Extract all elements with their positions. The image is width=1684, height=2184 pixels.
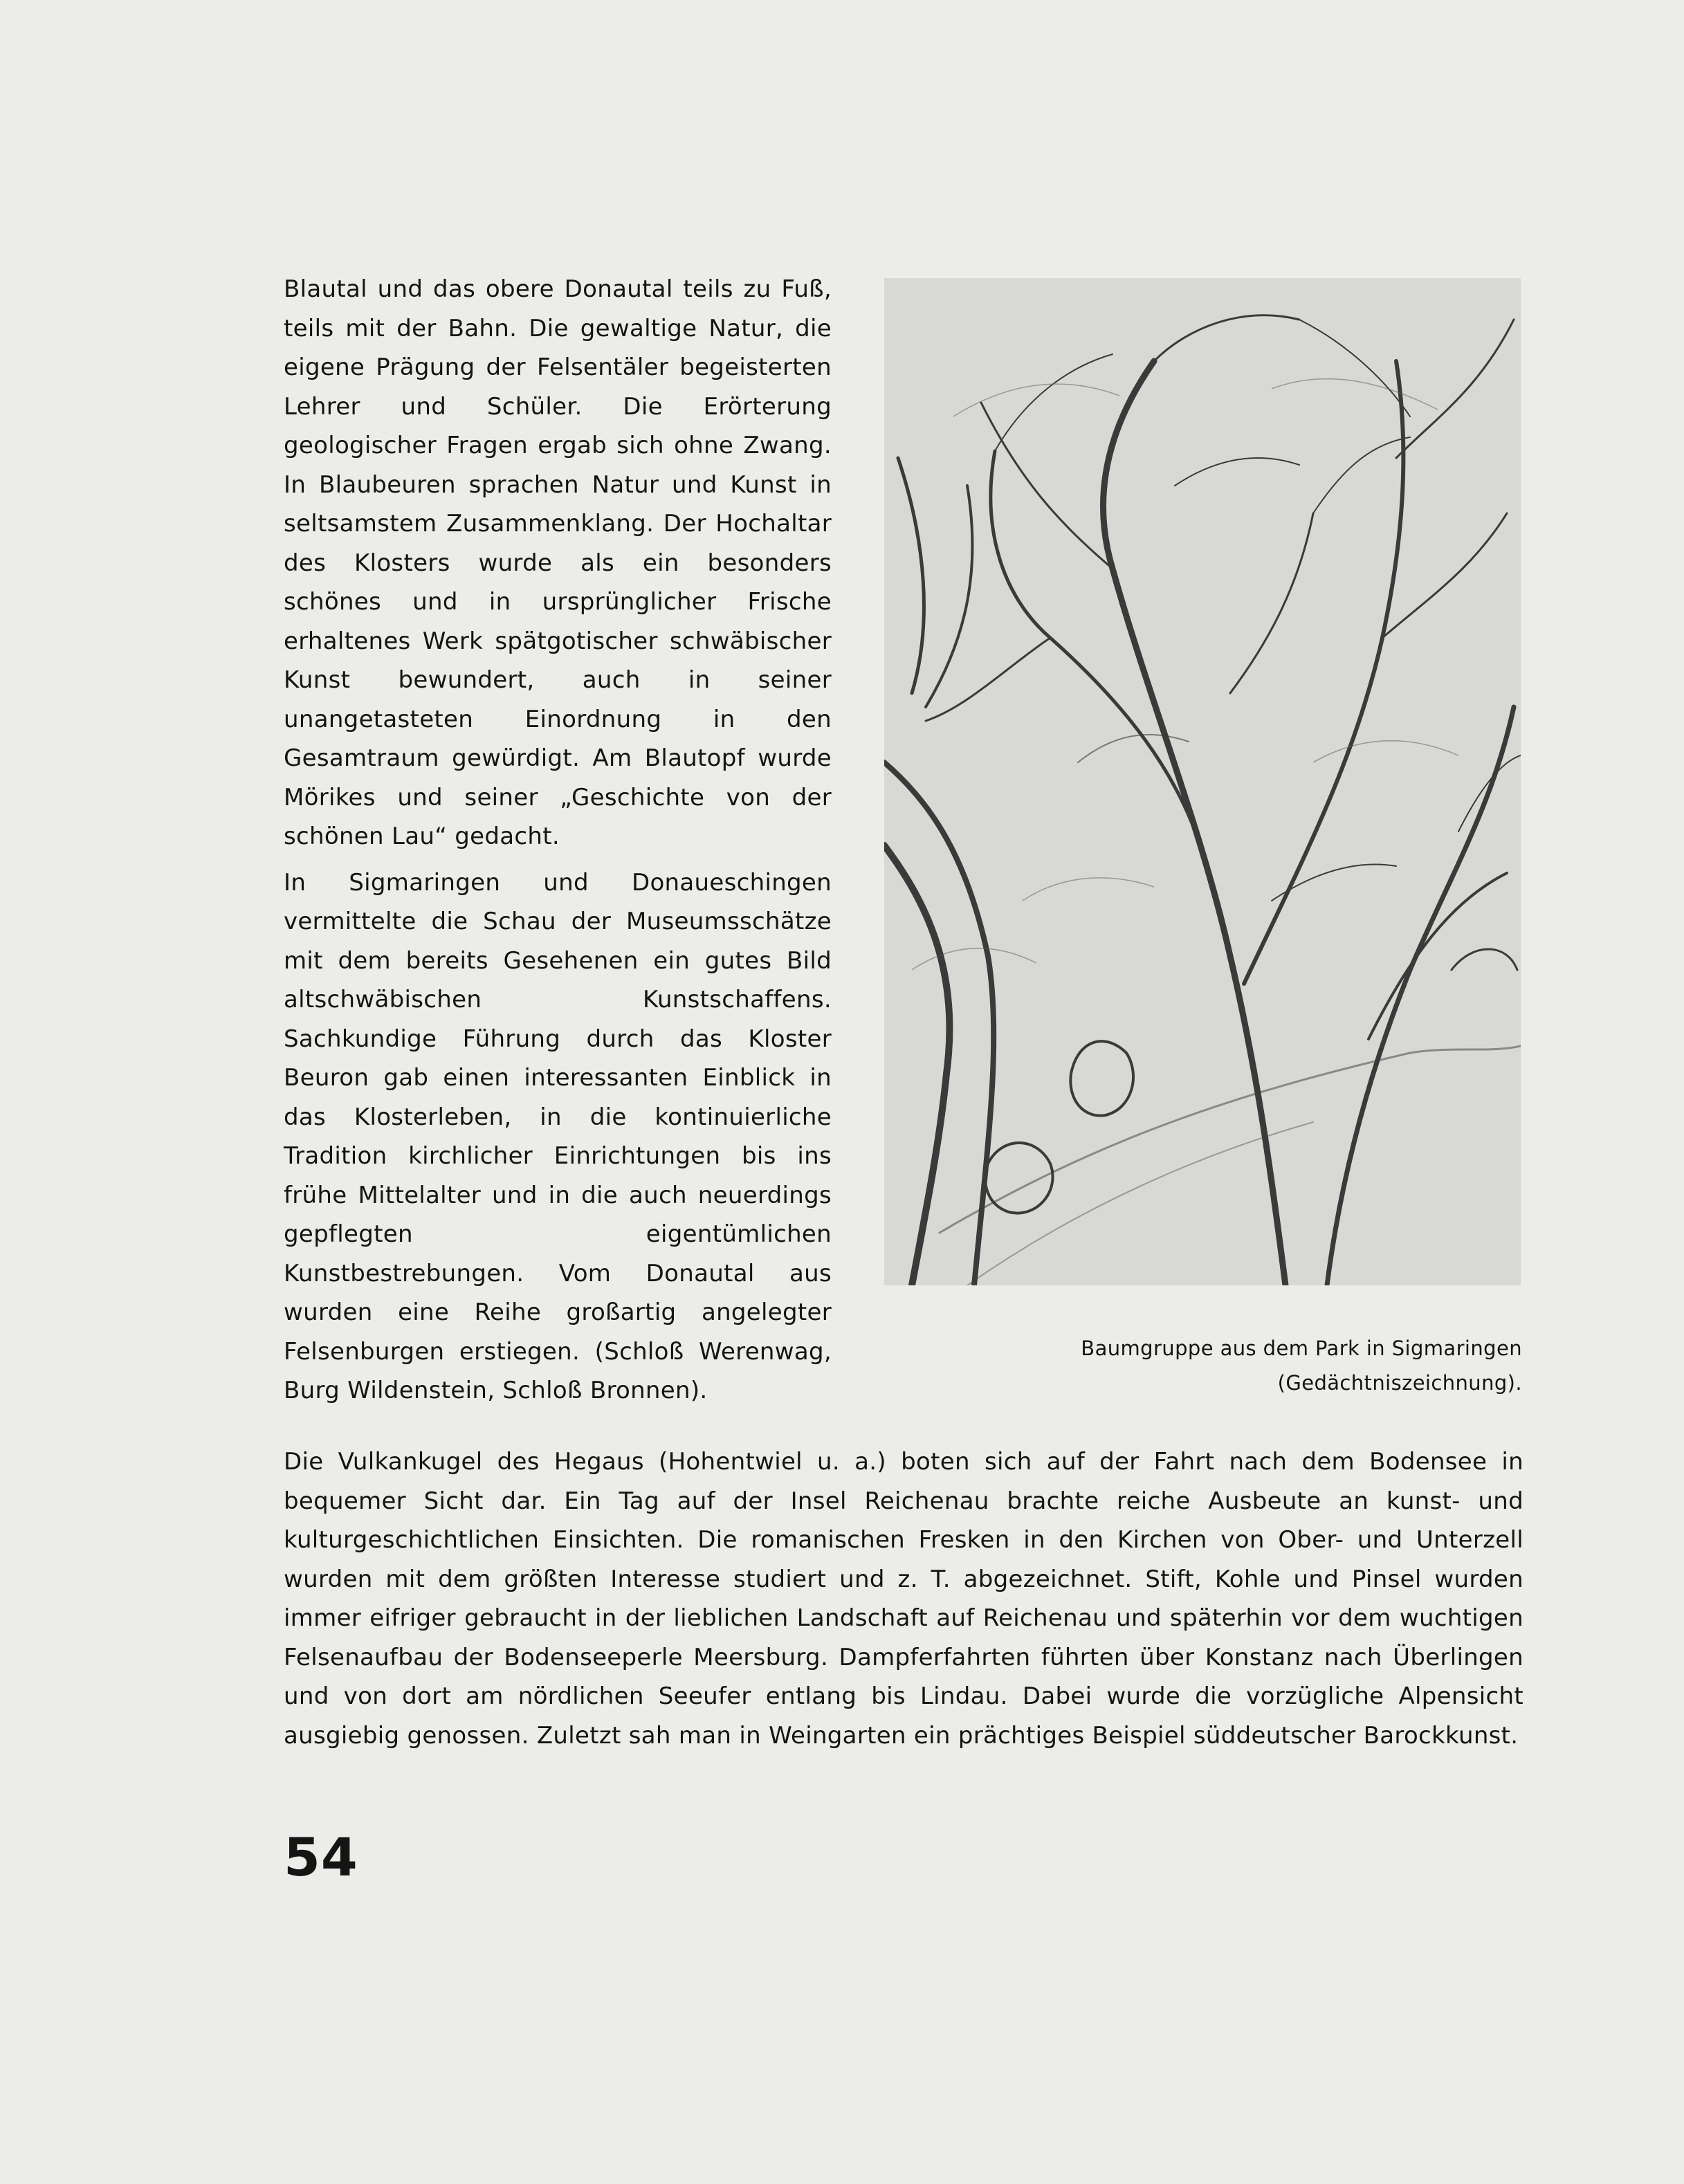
figure-caption [884, 1331, 1522, 1400]
paragraph: Blautal und das obere Donautal teils zu Fuß, teils mit der Bahn. Die gewaltige Natur, die eigene Prägung der Felsentäler begeisterten Lehrer und Schüler. Die Erörterung geologischer Fragen ergab sich ohne Zwang. In Blaubeuren sprachen Natur und Kunst in seltsamstem Zusammenklang. Der Hochaltar des Klosters wurde als ein besonders schönes und in ursprünglicher Frische erhaltenes Werk spätgotischer schwäbischer Kunst bewundert, auch in seiner unangetasteten Einordnung in den Gesamtraum gewürdigt. Am Blautopf wurde Mörikes und seiner „Geschichte von der schönen Lau“ gedacht. [284, 275, 832, 850]
caption-line: Baumgruppe aus dem Park in Sigmaringen [1081, 1337, 1522, 1360]
page-number: 54 [284, 1826, 358, 1888]
paragraph: In Sigmaringen und Donaueschingen vermittelte die Schau der Museumsschätze mit dem bereits Gesehenen ein gutes Bild altschwäbischen Kunstschaffens. Sachkundige Führung durch das Kloster Beuron gab einen interessanten Einblick in das Klosterleben, in die kontinuierliche Tradition kirchlicher Einrichtungen bis ins frühe Mittelalter und in die auch neuerdings gepflegten eigentümlichen Kunstbestrebungen. Vom Donautal aus wurden eine Reihe großartig angelegter Felsenburgen erstiegen. (Schloß Werenwag, Burg Wildenstein, Schloß Bronnen). [284, 868, 832, 1404]
left-text-column [284, 270, 832, 1411]
tree-drawing-illustration [884, 278, 1521, 1285]
bottom-text-block [284, 1442, 1523, 1755]
tree-drawing-image [884, 278, 1521, 1285]
caption-line: (Gedächtniszeichnung). [1277, 1371, 1522, 1395]
paragraph: Die Vulkankugel des Hegaus (Hohentwiel u. a.) boten sich auf der Fahrt nach dem Bodensee in bequemer Sicht dar. Ein Tag auf der Insel Reichenau brachte reiche Ausbeute an kunst- und kulturgeschichtlichen Einsichten. Die romanischen Fresken in den Kirchen von Ober- und Unterzell wurden mit dem größten Interesse studiert und z. T. abgezeichnet. Stift, Kohle und Pinsel wurden immer eifriger gebraucht in der lieblichen Landschaft auf Reichenau und späterhin vor dem wuchtigen Felsenaufbau der Bodenseeperle Meersburg. Dampferfahrten führten über Konstanz nach Überlingen und von dort am nördlichen Seeufer entlang bis Lindau. Dabei wurde die vorzügliche Alpensicht ausgiebig genossen. Zuletzt sah man in Weingarten ein prächtiges Beispiel süddeutscher Barockkunst. [284, 1448, 1523, 1750]
